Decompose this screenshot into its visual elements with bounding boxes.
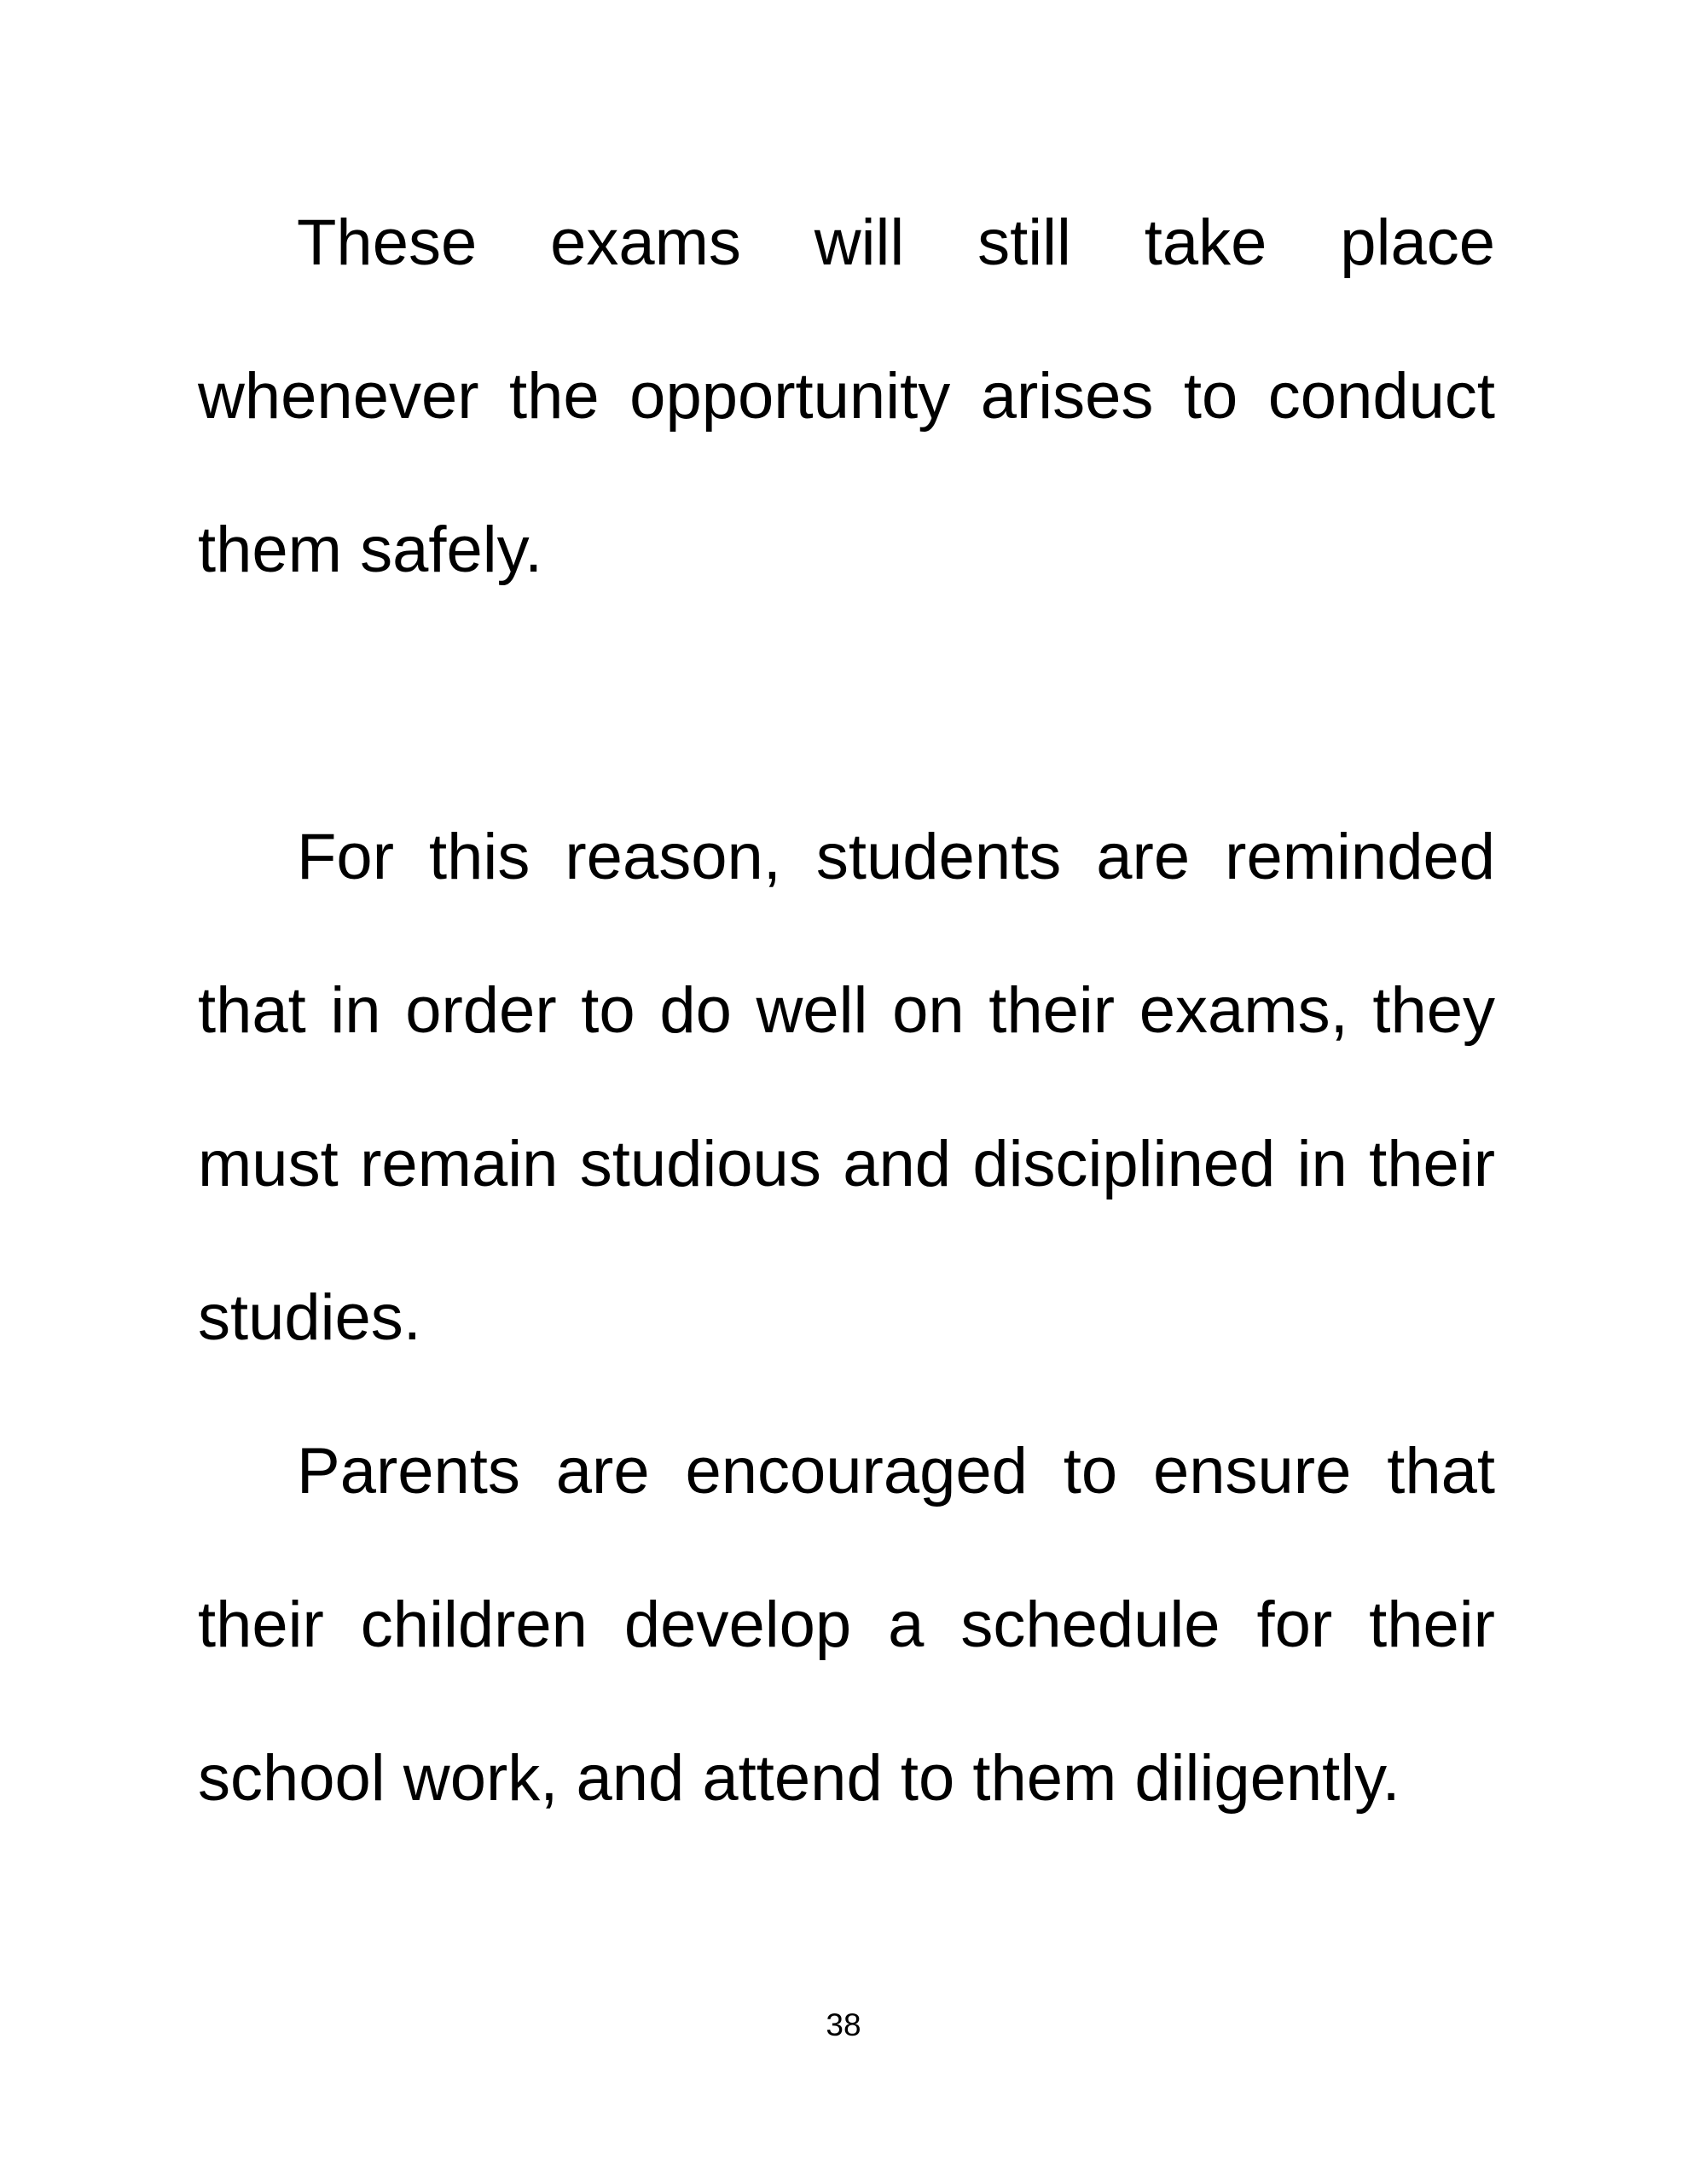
text-line: Parents are encouraged to ensure that	[297, 1435, 1495, 1507]
text-line: that in order to do well on their exams, they	[198, 974, 1495, 1047]
text-line: These exams will still take place	[297, 206, 1495, 279]
document-body	[198, 166, 1495, 1856]
text-line: studies.	[198, 1281, 421, 1354]
text-line: must remain studious and disciplined in their	[198, 1128, 1495, 1200]
text-line: them safely.	[198, 514, 543, 586]
text-line: their children develop a schedule for their	[198, 1589, 1495, 1661]
text-line: For this reason, students are reminded	[297, 821, 1495, 893]
text-line: whenever the opportunity arises to conduct	[198, 360, 1495, 433]
paragraph-1	[198, 166, 1495, 627]
paragraph-3	[198, 1395, 1495, 1856]
text-line: school work, and attend to them diligently.	[198, 1742, 1400, 1815]
page-number: 38	[826, 2007, 861, 2042]
paragraph-2	[198, 781, 1495, 1395]
